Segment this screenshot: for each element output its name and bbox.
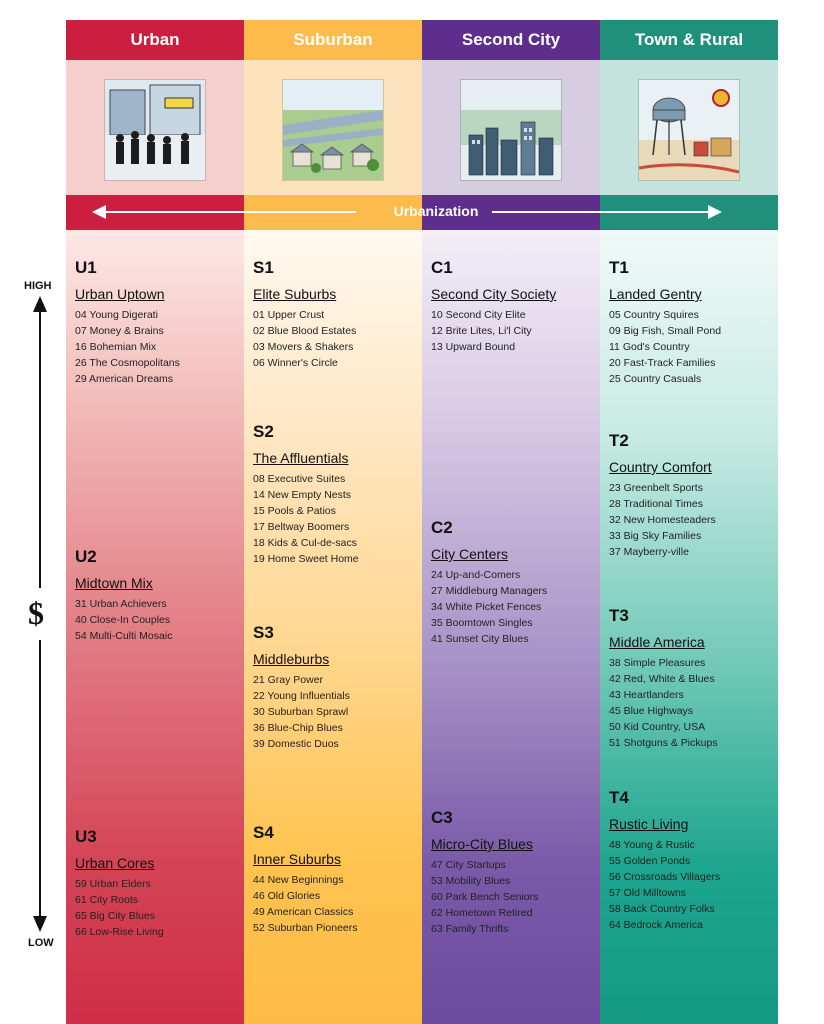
suburban-highway-scene-icon	[283, 80, 383, 180]
segment-s2	[253, 422, 359, 567]
list-item: 62 Hometown Retired	[431, 907, 533, 919]
list-item: 64 Bedrock America	[609, 919, 703, 931]
segment-code: U3	[75, 827, 97, 846]
column-title-second-city: Second City	[422, 20, 600, 60]
axis-high-label: HIGH	[24, 280, 52, 292]
segment-u2	[75, 547, 172, 644]
image-band-town-rural	[600, 60, 778, 195]
list-item: 56 Crossroads Villagers	[609, 871, 721, 883]
urbanization-axis	[66, 195, 778, 230]
list-item: 11 God's Country	[609, 341, 690, 353]
segment-name: Landed Gentry	[609, 286, 702, 302]
list-item: 25 Country Casuals	[609, 373, 702, 385]
segment-c3	[431, 808, 538, 937]
urban-street-scene-icon	[105, 80, 205, 180]
segment-code: S3	[253, 623, 274, 642]
list-item: 38 Simple Pleasures	[609, 657, 706, 669]
list-item: 23 Greenbelt Sports	[609, 482, 703, 494]
segment-name: Midtown Mix	[75, 575, 153, 591]
segment-t4	[609, 788, 720, 933]
list-item: 17 Beltway Boomers	[253, 521, 350, 533]
list-item: 07 Money & Brains	[75, 325, 164, 337]
list-item: 12 Brite Lites, Li'l City	[431, 325, 532, 337]
list-item: 18 Kids & Cul-de-sacs	[253, 537, 357, 549]
list-item: 16 Bohemian Mix	[75, 341, 157, 353]
list-item: 34 White Picket Fences	[431, 601, 542, 613]
list-item: 24 Up-and-Comers	[431, 569, 521, 581]
segment-name: Inner Suburbs	[253, 851, 341, 867]
list-item: 63 Family Thrifts	[431, 923, 509, 935]
list-item: 21 Gray Power	[253, 674, 324, 686]
image-band-second-city	[422, 60, 600, 195]
list-item: 28 Traditional Times	[609, 498, 703, 510]
segment-code: S1	[253, 258, 274, 277]
list-item: 57 Old Milltowns	[609, 887, 687, 899]
segment-name: Middleburbs	[253, 651, 330, 667]
list-item: 29 American Dreams	[75, 373, 174, 385]
list-item: 44 New Beginnings	[253, 874, 344, 886]
column-title-suburban: Suburban	[244, 20, 422, 60]
list-item: 02 Blue Blood Estates	[253, 325, 357, 337]
column-title-urban: Urban	[66, 20, 244, 60]
segment-t2	[609, 431, 716, 560]
list-item: 26 The Cosmopolitans	[75, 357, 180, 369]
segment-s4	[253, 823, 358, 936]
column-body-suburban	[244, 230, 422, 1024]
segment-name: Country Comfort	[609, 459, 712, 475]
list-item: 39 Domestic Duos	[253, 738, 339, 750]
segment-s1	[253, 258, 356, 371]
list-item: 55 Golden Ponds	[609, 855, 691, 867]
segment-t1	[609, 258, 721, 387]
list-item: 32 New Homesteaders	[609, 514, 716, 526]
segment-s3	[253, 623, 350, 752]
list-item: 43 Heartlanders	[609, 689, 684, 701]
list-item: 51 Shotguns & Pickups	[609, 737, 718, 749]
segment-code: U1	[75, 258, 97, 277]
list-item: 65 Big City Blues	[75, 910, 155, 922]
list-item: 49 American Classics	[253, 906, 354, 918]
column-title-town-rural: Town & Rural	[600, 20, 778, 60]
segment-code: T1	[609, 258, 629, 277]
list-item: 47 City Startups	[431, 859, 506, 871]
image-band-urban	[66, 60, 244, 195]
list-item: 59 Urban Elders	[75, 878, 151, 890]
list-item: 54 Multi-Culti Mosaic	[75, 630, 173, 642]
segment-code: S2	[253, 422, 274, 441]
list-item: 48 Young & Rustic	[609, 839, 695, 851]
list-item: 31 Urban Achievers	[75, 598, 167, 610]
list-item: 58 Back Country Folks	[609, 903, 715, 915]
segment-c1	[431, 258, 556, 355]
list-item: 01 Upper Crust	[253, 309, 325, 321]
segment-u3	[75, 827, 164, 940]
segment-code: C3	[431, 808, 453, 827]
dollar-icon: $	[28, 595, 44, 631]
segment-name: Urban Uptown	[75, 286, 165, 302]
segment-c2	[431, 518, 547, 647]
list-item: 41 Sunset City Blues	[431, 633, 529, 645]
list-item: 52 Suburban Pioneers	[253, 922, 358, 934]
list-item: 61 City Roots	[75, 894, 139, 906]
list-item: 50 Kid Country, USA	[609, 721, 706, 733]
list-item: 37 Mayberry-ville	[609, 546, 689, 558]
segment-code: T3	[609, 606, 629, 625]
segment-name: Rustic Living	[609, 816, 689, 832]
segment-code: T2	[609, 431, 629, 450]
axis-low-label: LOW	[28, 937, 54, 949]
list-item: 36 Blue-Chip Blues	[253, 722, 343, 734]
list-item: 13 Upward Bound	[431, 341, 516, 353]
segment-name: The Affluentials	[253, 450, 349, 466]
segment-name: Elite Suburbs	[253, 286, 337, 302]
segment-name: City Centers	[431, 546, 509, 562]
segment-t3	[609, 606, 718, 751]
list-item: 60 Park Bench Seniors	[431, 891, 539, 903]
list-item: 20 Fast-Track Families	[609, 357, 716, 369]
list-item: 40 Close-In Couples	[75, 614, 171, 626]
income-axis	[20, 270, 70, 960]
list-item: 14 New Empty Nests	[253, 489, 352, 501]
list-item: 33 Big Sky Families	[609, 530, 702, 542]
list-item: 19 Home Sweet Home	[253, 553, 359, 565]
list-item: 15 Pools & Patios	[253, 505, 336, 517]
second-city-skyline-icon	[461, 80, 561, 180]
list-item: 06 Winner's Circle	[253, 357, 338, 369]
column-body-town-rural	[600, 230, 778, 1024]
list-item: 03 Movers & Shakers	[253, 341, 354, 353]
list-item: 08 Executive Suites	[253, 473, 346, 485]
segment-code: C1	[431, 258, 453, 277]
segment-name: Micro-City Blues	[431, 836, 533, 852]
list-item: 27 Middleburg Managers	[431, 585, 548, 597]
image-band-suburban	[244, 60, 422, 195]
column-body-second-city	[422, 230, 600, 1024]
urbanization-label: Urbanization	[393, 203, 479, 219]
segment-code: U2	[75, 547, 97, 566]
segment-code: T4	[609, 788, 629, 807]
list-item: 46 Old Glories	[253, 890, 321, 902]
segment-u1	[75, 258, 180, 387]
segment-name: Middle America	[609, 634, 705, 650]
list-item: 45 Blue Highways	[609, 705, 694, 717]
list-item: 05 Country Squires	[609, 309, 699, 321]
list-item: 09 Big Fish, Small Pond	[609, 325, 722, 337]
segment-code: S4	[253, 823, 274, 842]
list-item: 22 Young Influentials	[253, 690, 350, 702]
list-item: 10 Second City Elite	[431, 309, 526, 321]
segment-name: Second City Society	[431, 286, 557, 302]
list-item: 04 Young Digerati	[75, 309, 158, 321]
segment-name: Urban Cores	[75, 855, 155, 871]
list-item: 66 Low-Rise Living	[75, 926, 164, 938]
water-tower-town-scene-icon	[639, 80, 739, 180]
column-body-urban	[66, 230, 244, 1024]
list-item: 35 Boomtown Singles	[431, 617, 533, 629]
list-item: 53 Mobility Blues	[431, 875, 511, 887]
list-item: 42 Red, White & Blues	[609, 673, 715, 685]
segment-code: C2	[431, 518, 453, 537]
list-item: 30 Suburban Sprawl	[253, 706, 349, 718]
